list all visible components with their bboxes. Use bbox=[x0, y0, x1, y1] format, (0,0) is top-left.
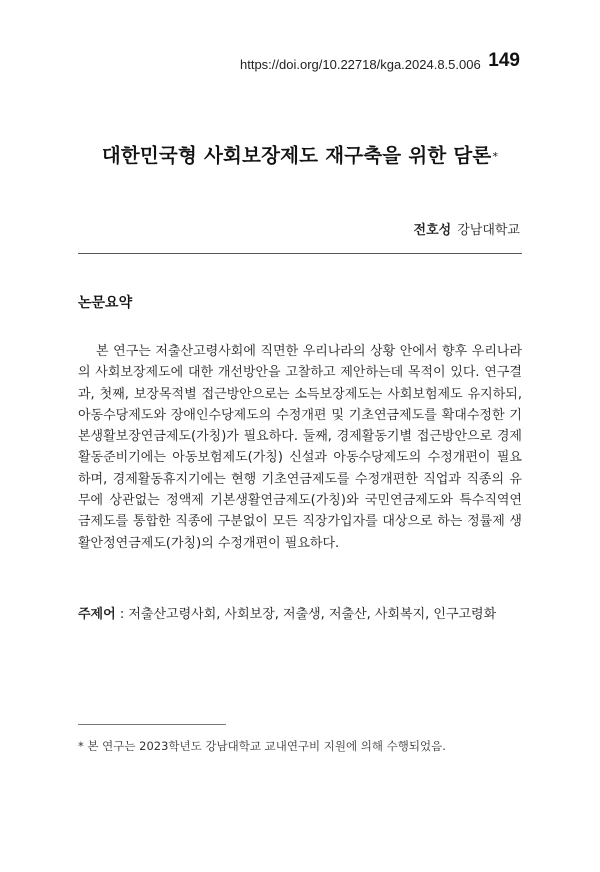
footnote: * 본 연구는 2023학년도 강남대학교 교내연구비 지원에 의해 수행되었음. bbox=[78, 739, 446, 753]
abstract-heading: 논문요약 bbox=[78, 295, 133, 311]
doi-link[interactable]: https://doi.org/10.22718/kga.2024.8.5.006 bbox=[240, 57, 481, 72]
author-affiliation: 강남대학교 bbox=[457, 223, 520, 238]
header-divider bbox=[78, 253, 522, 254]
title-footnote-marker: * bbox=[492, 150, 499, 163]
keywords-list: 저출산고령사회, 사회보장, 저출생, 저출산, 사회복지, 인구고령화 bbox=[128, 607, 497, 622]
page-number: 149 bbox=[488, 50, 520, 71]
keywords-separator: : bbox=[115, 607, 129, 622]
keywords-line bbox=[78, 603, 528, 622]
paper-title bbox=[0, 140, 600, 168]
title-text: 대한민국형 사회보장제도 재구축을 위한 담론 bbox=[101, 144, 492, 167]
keywords-label: 주제어 bbox=[78, 607, 116, 622]
author-line bbox=[414, 219, 520, 238]
footnote-divider bbox=[78, 724, 226, 725]
author-name: 전호성 bbox=[413, 223, 452, 238]
abstract-body: 본 연구는 저출산고령사회에 직면한 우리나라의 상황 안에서 향후 우리나라의 사회보장제도에 대한 개선방안을 고찰하고 제안하는데 목적이 있다. 연구결과, 첫째, 보장목적별 접근방안으로는 소득보장제도는 사회보험제도 유지하되, 아동수당제도와 장애인수당제도의 수정개편 및 기초연금제도를 확대수정한 기본생활보장연금제도(가칭)가 필요하다. 둘째, 경제활동기별 접근방안으로 경제활동준비기에는 아동보험제도(가칭) 신설과 아동수당제도의 수정개편이 필요하며, 경제활동휴지기에는 현행 기초연금제도를 수정개편한 직업과 직종의 유무에 상관없는 정액제 기본생활연금제도(가칭)와 국민연금제도와 특수직역연금제도를 통합한 직종에 구분없이 모든 직장가입자를 대상으로 하는 정률제 생활안정연금제도(가칭)의 수정개편이 필요하다. bbox=[78, 344, 522, 551]
